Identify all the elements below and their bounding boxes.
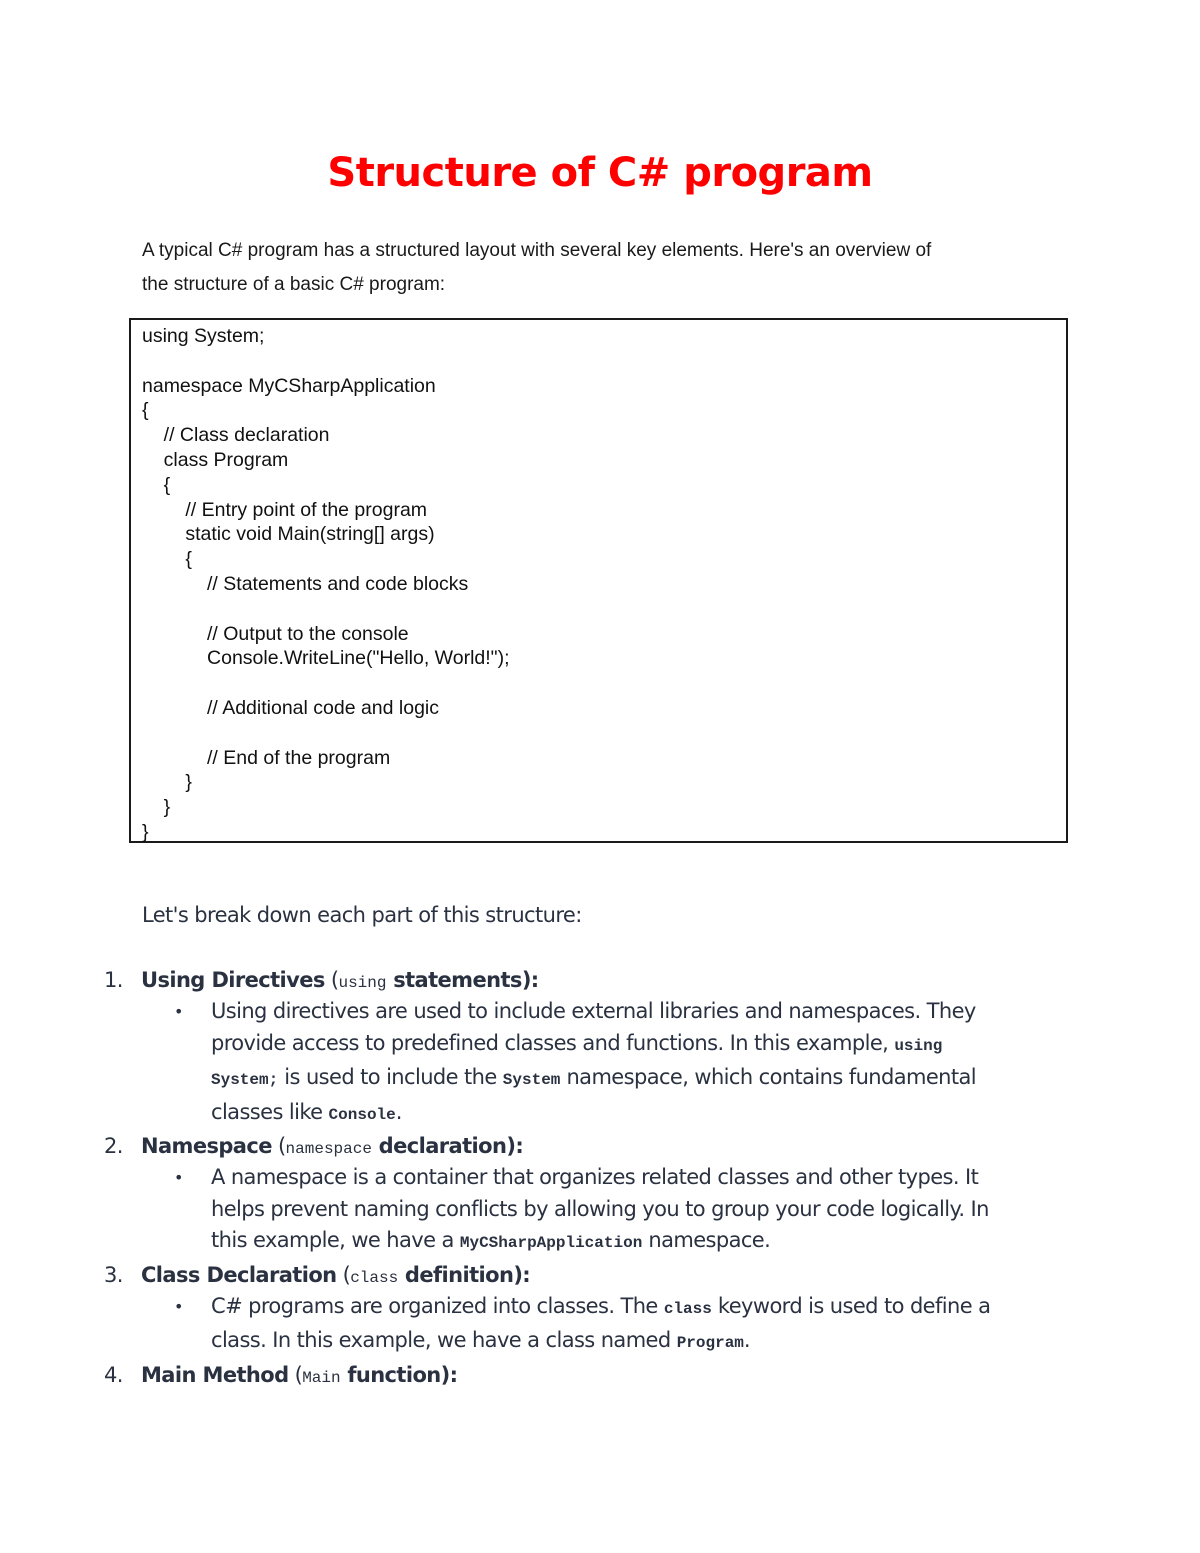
bullet-text-line: provide access to predefined classes and functions. In this example, using (211, 1030, 943, 1055)
bullet-text-line: A namespace is a container that organizes related classes and other types. It (211, 1165, 979, 1189)
inline-code: Main (302, 1368, 341, 1387)
section-number: 2. (104, 1134, 123, 1158)
section-title: Class Declaration (class definition): (141, 1262, 531, 1287)
code-line (142, 597, 1066, 622)
inline-code: System; (211, 1071, 279, 1089)
section-heading (104, 1260, 1044, 1291)
inline-code: namespace (285, 1140, 372, 1158)
page-title: Structure of C# program (327, 150, 873, 196)
code-line: // Class declaration (142, 424, 330, 447)
section-title: Namespace (namespace declaration): (141, 1134, 524, 1158)
inline-code: class (350, 1268, 399, 1287)
section-number: 1. (104, 968, 123, 992)
inline-code: System (502, 1071, 561, 1089)
bullet-text-line: System; is used to include the System namespace, which contains fundamental (211, 1065, 977, 1089)
code-line: static void Main(string[] args) (142, 523, 435, 546)
breakdown-intro: Let's break down each part of this structure: (142, 903, 582, 927)
bullet-dot-icon: • (174, 1296, 183, 1316)
section-title: Using Directives (using statements): (141, 968, 539, 992)
bullet-dot-icon: • (174, 1168, 183, 1187)
code-line: { (142, 548, 192, 571)
code-line: // Statements and code blocks (142, 572, 469, 595)
section-item (104, 1360, 1044, 1391)
code-line: // End of the program (142, 746, 391, 769)
section-title: Main Method (Main function): (141, 1362, 458, 1387)
code-line: // Output to the console (142, 622, 409, 645)
bullet-dot-icon: • (174, 1002, 183, 1021)
inline-code: Program (676, 1334, 744, 1352)
section-item (104, 1131, 1044, 1260)
code-line: } (142, 796, 171, 819)
sections-list (104, 965, 1044, 1391)
inline-code: using (894, 1036, 943, 1055)
code-line (142, 349, 1066, 374)
bullet-text-line: this example, we have a MyCSharpApplication namespace. (211, 1228, 771, 1252)
code-line: using System; (142, 325, 265, 347)
bullet-item (104, 996, 1044, 1131)
code-line (142, 671, 1066, 696)
code-line: // Entry point of the program (142, 498, 428, 521)
code-line: } (142, 771, 192, 794)
bullet-text-line: classes like Console. (211, 1099, 402, 1124)
inline-code: Console (328, 1105, 396, 1124)
bullet-item (104, 1291, 1044, 1360)
bullet-text-line: helps prevent naming conflicts by allowing you to group your code logically. In (211, 1196, 989, 1221)
bullet-text-line: Using directives are used to include external libraries and namespaces. They (211, 999, 976, 1023)
section-item (104, 1260, 1044, 1360)
inline-code: using (338, 974, 387, 992)
code-block (129, 318, 1068, 843)
bullet-text-line: class. In this example, we have a class named Program. (211, 1328, 750, 1352)
section-number: 4. (104, 1362, 123, 1387)
bullet-item (104, 1162, 1044, 1260)
code-line: { (142, 473, 171, 496)
section-item (104, 965, 1044, 1131)
code-line: { (142, 399, 149, 422)
inline-code: MyCSharpApplication (459, 1234, 643, 1252)
inline-code: class (663, 1299, 712, 1318)
section-heading (104, 965, 1044, 996)
section-heading (104, 1360, 1044, 1391)
section-number: 3. (104, 1262, 123, 1287)
code-line: class Program (142, 448, 289, 471)
code-line: } (142, 820, 149, 843)
intro-line: the structure of a basic C# program: (142, 274, 446, 295)
bullet-text-line: C# programs are organized into classes. The class keyword is used to define a (211, 1293, 991, 1318)
code-line: // Additional code and logic (142, 696, 440, 719)
intro-line: A typical C# program has a structured layout with several key elements. Here's an overview of (142, 240, 932, 261)
code-line (142, 721, 1066, 746)
code-line: namespace MyCSharpApplication (142, 374, 436, 397)
code-line: Console.WriteLine("Hello, World!"); (142, 647, 510, 670)
section-heading (104, 1131, 1044, 1162)
intro-paragraph (142, 234, 1042, 302)
